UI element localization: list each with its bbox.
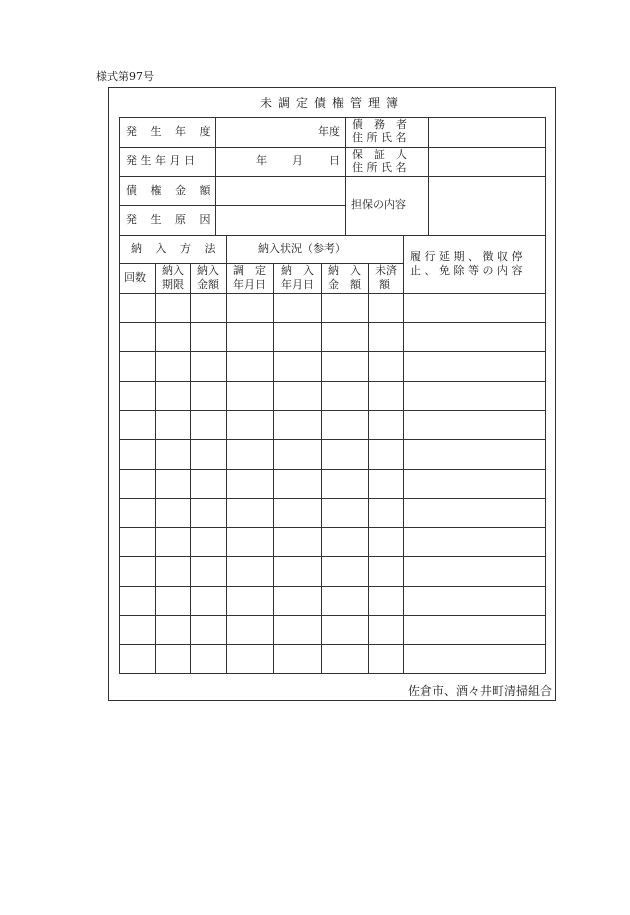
label-saimusha-1: 債 務 者	[352, 118, 407, 131]
label-saiken-kingaku: 債 権 金 額	[126, 184, 216, 197]
header-rireki-1: 履 行 延 期 、 徴 収 停	[410, 250, 523, 263]
label-nichi: 日	[329, 154, 340, 167]
header-nyunyu-jokyo: 納入状況（参考）	[258, 242, 346, 255]
col-kingaku-2: 金額	[197, 278, 219, 291]
col-misai-1: 未済	[375, 264, 397, 277]
label-saimusha-2: 住 所 氏 名	[352, 131, 407, 144]
col-chotei-2: 年月日	[233, 278, 266, 291]
col-nyunyu-ymd-1: 納 入	[281, 264, 314, 277]
issuer-footer: 佐倉市、酒々井町清掃組合	[407, 684, 552, 698]
col-nyunyu-gaku-2: 金 額	[328, 278, 361, 291]
col-chotei-1: 調 定	[233, 264, 266, 277]
col-kaisu: 回数	[124, 271, 146, 284]
label-hassei-nendo: 発 生 年 度	[126, 125, 216, 138]
form-title: 未調定債権管理簿	[259, 96, 404, 110]
col-nyunyu-gaku-1: 納 入	[328, 264, 361, 277]
col-kingaku-1: 納入	[197, 264, 219, 277]
label-nen: 年	[256, 154, 267, 167]
form-number-label: 様式第97号	[96, 70, 154, 83]
label-hassei-nengappi: 発 生 年 月 日	[126, 154, 195, 167]
header-nyunyu-hoho: 納 入 方 法	[131, 242, 221, 255]
label-hoshonin-2: 住 所 氏 名	[352, 161, 407, 174]
col-kigen-1: 納入	[162, 264, 184, 277]
label-gatsu: 月	[292, 154, 303, 167]
col-misai-2: 額	[379, 278, 390, 291]
header-rireki-2: 止 、 免 除 等 の 内 容	[410, 264, 523, 277]
label-hassei-genin: 発 生 原 因	[126, 213, 216, 226]
label-tanpo: 担保の内容	[351, 198, 406, 211]
col-nyunyu-ymd-2: 年月日	[281, 278, 314, 291]
col-kigen-2: 期限	[162, 278, 184, 291]
label-nendo-suffix: 年度	[318, 125, 340, 138]
label-hoshonin-1: 保 証 人	[352, 148, 407, 161]
